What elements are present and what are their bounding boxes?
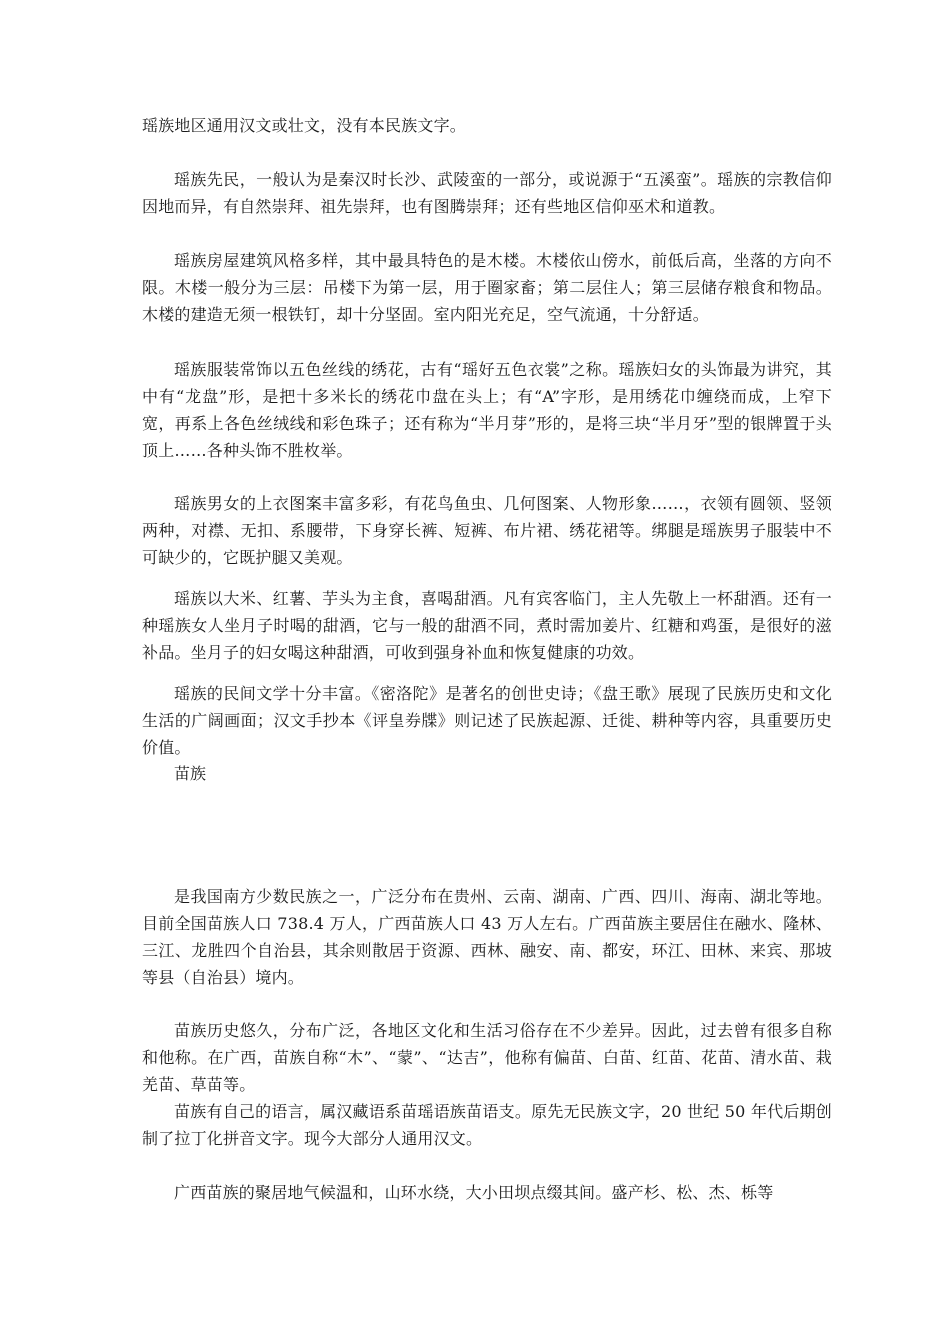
paragraph-yao-literature: 瑶族的民间文学十分丰富。《密洛陀》是著名的创世史诗；《盘王歌》展现了民族历史和文化生活的广阔画面；汉文手抄本《评皇券牒》则记述了民族起源、迁徙、耕种等内容，具重要历史价值。 <box>142 684 832 757</box>
paragraph-yao-mens-clothing: 瑶族男女的上衣图案丰富多彩，有花鸟鱼虫、几何图案、人物形象……，衣领有圆领、竖领两种，对襟、无扣、系腰带，下身穿长裤、短裤、布片裙、绣花裙等。绑腿是瑶族男子服装中不可缺少的，它既护腿又美观。 <box>142 494 832 567</box>
paragraph-miao-distribution: 是我国南方少数民族之一，广泛分布在贵州、云南、湖南、广西、四川、海南、湖北等地。目前全国苗族人口 738.4 万人，广西苗族人口 43 万人左右。广西苗族主要居住在融水、隆林、三江、龙胜四个自治县，其余则散居于资源、西林、融安、南、都安，环江、田林、来宾、那坡等县（自治县）境内。 <box>142 887 832 987</box>
paragraph-yao-housing: 瑶族房屋建筑风格多样，其中最具特色的是木楼。木楼依山傍水，前低后高，坐落的方向不限。木楼一般分为三层：吊楼下为第一层，用于圈家畜；第二层住人；第三层储存粮食和物品。木楼的建造无须一根铁钉，却十分坚固。室内阳光充足，空气流通，十分舒适。 <box>142 251 832 324</box>
paragraph-miao-language: 苗族有自己的语言，属汉藏语系苗瑶语族苗语支。原先无民族文字，20 世纪 50 年代后期创制了拉丁化拼音文字。现今大部分人通用汉文。 <box>142 1102 832 1148</box>
paragraph-yao-food: 瑶族以大米、红薯、芋头为主食，喜喝甜酒。凡有宾客临门，主人先敬上一杯甜酒。还有一种瑶族女人坐月子时喝的甜酒，它与一般的甜酒不同，煮时需加姜片、红糖和鸡蛋，是很好的滋补品。坐月子的妇女喝这种甜酒，可收到强身补血和恢复健康的功效。 <box>142 589 832 662</box>
paragraph-yao-origins: 瑶族先民，一般认为是秦汉时长沙、武陵蛮的一部分，或说源于“五溪蛮”。瑶族的宗教信仰因地而异，有自然崇拜、祖先崇拜，也有图腾崇拜；还有些地区信仰巫术和道教。 <box>142 170 832 216</box>
paragraph-miao-environment: 广西苗族的聚居地气候温和，山环水绕，大小田坝点缀其间。盛产杉、松、杰、栎等 <box>174 1183 774 1202</box>
paragraph-yao-costume: 瑶族服装常饰以五色丝线的绣花，古有“瑶好五色衣裳”之称。瑶族妇女的头饰最为讲究，其中有“龙盘”形，是把十多米长的绣花巾盘在头上；有“A”字形，是用绣花巾缠绕而成，上窄下宽，再系上各色丝绒线和彩色珠子；还有称为“半月芽”形的，是将三块“半月牙”型的银牌置于头顶上……各种头饰不胜枚举。 <box>142 360 832 460</box>
paragraph-yao-script: 瑶族地区通用汉文或壮文，没有本民族文字。 <box>142 116 467 135</box>
section-heading-miao: 苗族 <box>174 764 207 783</box>
paragraph-miao-history: 苗族历史悠久，分布广泛，各地区文化和生活习俗存在不少差异。因此，过去曾有很多自称和他称。在广西，苗族自称“木”、“蒙”、“达吉”，他称有偏苗、白苗、红苗、花苗、清水苗、栽羌苗、草苗等。 <box>142 1021 832 1094</box>
